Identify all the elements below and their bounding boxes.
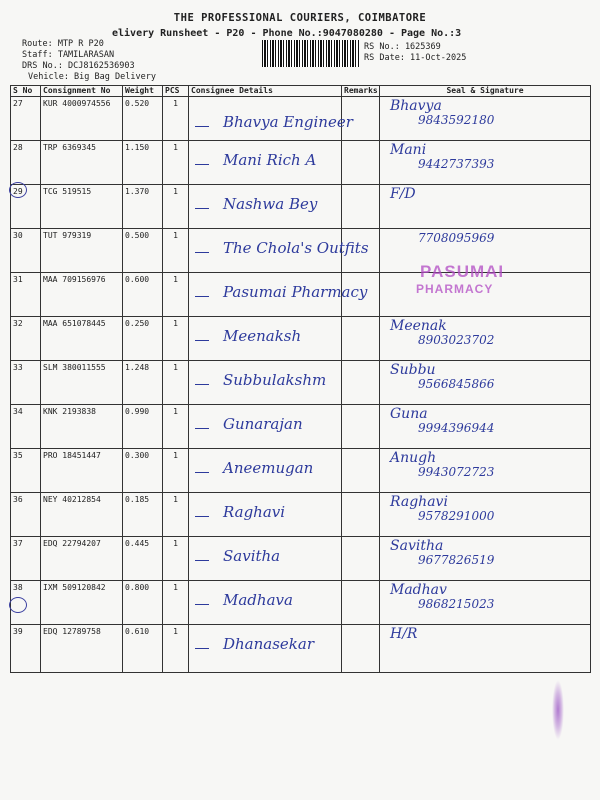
row-consignment-no: MAA 651078445 bbox=[41, 317, 123, 361]
row-consignment-no: EDQ 12789758 bbox=[41, 625, 123, 673]
row-consignment-no: EDQ 22794207 bbox=[41, 537, 123, 581]
signature-handwriting: Meenak bbox=[390, 318, 447, 334]
row-consignee bbox=[189, 449, 342, 493]
row-weight: 0.520 bbox=[123, 97, 163, 141]
dash-mark bbox=[195, 428, 209, 429]
row-pcs: 1 bbox=[163, 185, 189, 229]
col-weight: Weight bbox=[123, 86, 163, 97]
row-weight: 0.185 bbox=[123, 493, 163, 537]
consignee-handwriting: Pasumai Pharmacy bbox=[223, 283, 368, 301]
signature-phone: 7708095969 bbox=[418, 231, 495, 245]
row-pcs: 1 bbox=[163, 361, 189, 405]
row-consignment-no: TUT 979319 bbox=[41, 229, 123, 273]
row-sno: 31 bbox=[11, 273, 41, 317]
row-signature bbox=[380, 625, 591, 673]
col-signature: Seal & Signature bbox=[380, 86, 591, 97]
row-sno: 37 bbox=[11, 537, 41, 581]
dash-mark bbox=[195, 560, 209, 561]
row-signature bbox=[380, 449, 591, 493]
dash-mark bbox=[195, 340, 209, 341]
signature-handwriting: F/D bbox=[390, 186, 416, 202]
row-consignment-no: KNK 2193838 bbox=[41, 405, 123, 449]
barcode bbox=[262, 40, 360, 67]
dash-mark bbox=[195, 648, 209, 649]
consignee-handwriting: Gunarajan bbox=[223, 415, 303, 433]
row-consignee bbox=[189, 273, 368, 317]
row-signature bbox=[380, 581, 591, 625]
stamp-line1: PASUMAI bbox=[420, 262, 505, 281]
row-sno: 36 bbox=[11, 493, 41, 537]
signature-handwriting: Subbu bbox=[390, 362, 436, 378]
row-pcs: 1 bbox=[163, 273, 189, 317]
signature-phone: 9566845866 bbox=[418, 377, 495, 391]
rs-number: RS No.: 1625369 bbox=[364, 42, 441, 52]
dash-mark bbox=[195, 164, 209, 165]
col-consignee: Consignee Details bbox=[189, 86, 342, 97]
row-consignee bbox=[189, 141, 342, 185]
rs-date: RS Date: 11-Oct-2025 bbox=[364, 53, 467, 63]
row-weight: 0.250 bbox=[123, 317, 163, 361]
row-remarks bbox=[342, 625, 380, 673]
row-sno: 27 bbox=[11, 97, 41, 141]
row-sno: 32 bbox=[11, 317, 41, 361]
row-signature bbox=[380, 317, 591, 361]
row-consignee bbox=[189, 361, 342, 405]
row-weight: 0.990 bbox=[123, 405, 163, 449]
row-sno: 29 bbox=[11, 185, 41, 229]
row-sno: 38 bbox=[11, 581, 41, 625]
table-row bbox=[11, 537, 591, 581]
signature-phone: 9442737393 bbox=[418, 157, 495, 171]
table-row bbox=[11, 97, 591, 141]
row-consignment-no: TCG 519515 bbox=[41, 185, 123, 229]
row-consignment-no: KUR 4000974556 bbox=[41, 97, 123, 141]
consignee-handwriting: Meenaksh bbox=[223, 327, 302, 345]
consignee-handwriting: Mani Rich A bbox=[223, 151, 317, 169]
row-pcs: 1 bbox=[163, 449, 189, 493]
col-pcs: PCS bbox=[163, 86, 189, 97]
dash-mark bbox=[195, 472, 209, 473]
row-weight: 1.248 bbox=[123, 361, 163, 405]
row-weight: 0.500 bbox=[123, 229, 163, 273]
row-sno: 35 bbox=[11, 449, 41, 493]
route-label: Route: MTP R P20 bbox=[22, 39, 104, 49]
table-row bbox=[11, 141, 591, 185]
row-pcs: 1 bbox=[163, 625, 189, 673]
row-weight: 0.300 bbox=[123, 449, 163, 493]
row-signature bbox=[380, 405, 591, 449]
col-sno: S No bbox=[11, 86, 41, 97]
consignee-handwriting: Savitha bbox=[223, 547, 281, 565]
table-row bbox=[11, 493, 591, 537]
row-signature bbox=[380, 537, 591, 581]
row-weight: 0.600 bbox=[123, 273, 163, 317]
row-weight: 1.370 bbox=[123, 185, 163, 229]
row-consignment-no: TRP 6369345 bbox=[41, 141, 123, 185]
row-consignment-no: PRO 18451447 bbox=[41, 449, 123, 493]
signature-handwriting: H/R bbox=[390, 626, 418, 642]
dash-mark bbox=[195, 604, 209, 605]
table-header bbox=[11, 86, 591, 97]
row-consignee bbox=[189, 317, 342, 361]
row-consignment-no: SLM 380011555 bbox=[41, 361, 123, 405]
runsheet-title: elivery Runsheet - P20 - Phone No.:9047080280 - Page No.:3 bbox=[112, 28, 462, 39]
signature-phone: 9843592180 bbox=[418, 113, 495, 127]
table-row bbox=[11, 405, 591, 449]
row-weight: 0.800 bbox=[123, 581, 163, 625]
row-signature bbox=[380, 185, 591, 229]
row-pcs: 1 bbox=[163, 317, 189, 361]
consignee-handwriting: Madhava bbox=[223, 591, 293, 609]
runsheet-table bbox=[10, 85, 591, 673]
row-remarks bbox=[342, 537, 380, 581]
row-remarks bbox=[342, 361, 380, 405]
row-remarks bbox=[342, 317, 380, 361]
dash-mark bbox=[195, 126, 209, 127]
signature-handwriting: Savitha bbox=[390, 538, 444, 554]
signature-handwriting: Anugh bbox=[390, 450, 437, 466]
ink-smear bbox=[552, 680, 564, 740]
row-remarks bbox=[342, 185, 380, 229]
signature-handwriting: Mani bbox=[390, 142, 427, 158]
table-row bbox=[11, 317, 591, 361]
signature-phone: 8903023702 bbox=[418, 333, 495, 347]
table-row bbox=[11, 625, 591, 673]
consignee-handwriting: Subbulakshm bbox=[223, 371, 327, 389]
col-consignment: Consignment No bbox=[41, 86, 123, 97]
row-weight: 0.445 bbox=[123, 537, 163, 581]
row-sno: 34 bbox=[11, 405, 41, 449]
signature-handwriting: Bhavya bbox=[390, 98, 442, 114]
dash-mark bbox=[195, 208, 209, 209]
row-consignment-no: IXM 509120842 bbox=[41, 581, 123, 625]
dash-mark bbox=[195, 384, 209, 385]
stamp-line2: PHARMACY bbox=[416, 282, 494, 296]
row-pcs: 1 bbox=[163, 537, 189, 581]
signature-phone: 9868215023 bbox=[418, 597, 495, 611]
row-pcs: 1 bbox=[163, 141, 189, 185]
row-weight: 0.610 bbox=[123, 625, 163, 673]
row-sno: 33 bbox=[11, 361, 41, 405]
signature-phone: 9677826519 bbox=[418, 553, 495, 567]
table-row bbox=[11, 185, 591, 229]
row-signature bbox=[380, 493, 591, 537]
dash-mark bbox=[195, 252, 209, 253]
staff-label: Staff: TAMILARASAN bbox=[22, 50, 115, 60]
row-consignee bbox=[189, 97, 353, 141]
row-sno: 30 bbox=[11, 229, 41, 273]
row-signature bbox=[380, 141, 591, 185]
drs-label: DRS No.: DCJ8162536903 bbox=[22, 61, 135, 71]
vehicle-label: Vehicle: Big Bag Delivery bbox=[28, 72, 156, 82]
row-consignee bbox=[189, 229, 369, 273]
consignee-handwriting: Bhavya Engineer bbox=[223, 113, 353, 131]
company-name: THE PROFESSIONAL COURIERS, COIMBATORE bbox=[173, 12, 427, 24]
signature-handwriting: Madhav bbox=[390, 582, 447, 598]
table-row bbox=[11, 449, 591, 493]
table-row bbox=[11, 361, 591, 405]
pharmacy-stamp bbox=[412, 262, 562, 312]
row-29-circle-mark bbox=[9, 182, 27, 198]
row-consignee bbox=[189, 493, 342, 537]
signature-phone: 9578291000 bbox=[418, 509, 495, 523]
signature-phone: 9943072723 bbox=[418, 465, 495, 479]
consignee-handwriting: Aneemugan bbox=[223, 459, 314, 477]
signature-handwriting: Raghavi bbox=[390, 494, 448, 510]
signature-handwriting: Guna bbox=[390, 406, 428, 422]
row-remarks bbox=[342, 493, 380, 537]
consignee-handwriting: Nashwa Bey bbox=[223, 195, 318, 213]
col-remarks: Remarks bbox=[342, 86, 380, 97]
row-signature bbox=[380, 97, 591, 141]
row-remarks bbox=[342, 405, 380, 449]
table-row bbox=[11, 581, 591, 625]
row-remarks bbox=[342, 581, 380, 625]
row-signature bbox=[380, 361, 591, 405]
row-consignee bbox=[189, 537, 342, 581]
row-remarks bbox=[342, 449, 380, 493]
row-39-circle-mark bbox=[9, 597, 27, 613]
row-remarks bbox=[342, 141, 380, 185]
row-consignment-no: MAA 709156976 bbox=[41, 273, 123, 317]
row-pcs: 1 bbox=[163, 97, 189, 141]
row-pcs: 1 bbox=[163, 493, 189, 537]
row-consignee bbox=[189, 185, 342, 229]
row-consignment-no: NEY 40212854 bbox=[41, 493, 123, 537]
row-sno: 28 bbox=[11, 141, 41, 185]
row-consignee bbox=[189, 625, 342, 673]
row-weight: 1.150 bbox=[123, 141, 163, 185]
consignee-handwriting: Dhanasekar bbox=[223, 635, 315, 653]
dash-mark bbox=[195, 516, 209, 517]
row-consignee bbox=[189, 581, 342, 625]
row-sno: 39 bbox=[11, 625, 41, 673]
consignee-handwriting: The Chola's Outfits bbox=[223, 239, 369, 257]
dash-mark bbox=[195, 296, 209, 297]
row-consignee bbox=[189, 405, 342, 449]
row-pcs: 1 bbox=[163, 405, 189, 449]
signature-phone: 9994396944 bbox=[418, 421, 495, 435]
row-pcs: 1 bbox=[163, 229, 189, 273]
row-pcs: 1 bbox=[163, 581, 189, 625]
consignee-handwriting: Raghavi bbox=[223, 503, 286, 521]
